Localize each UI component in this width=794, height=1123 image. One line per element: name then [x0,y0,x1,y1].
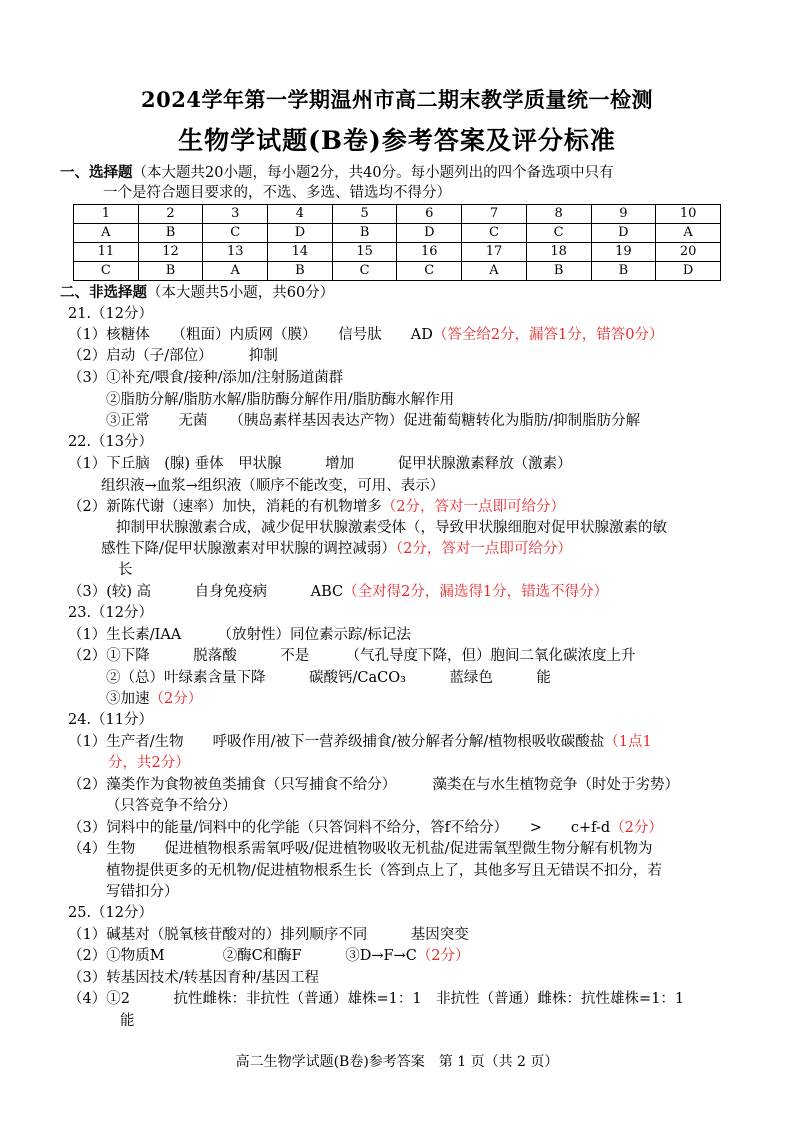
answer-table-cell: 3 [203,205,268,224]
section2-heading: 二、非选择题 [60,284,147,301]
section1-header [60,163,614,183]
q21-line-3: （3）①补充/喂食/接种/添加/注射肠道菌群 [68,370,344,386]
answer-table-cell: 12 [138,243,203,262]
q25-line-5: 能 [120,1013,135,1029]
q22-line-2: 组织液→血浆→组织液（顺序不能改变，可用、表示） [101,478,445,494]
answer-table-cell: 15 [332,243,397,262]
q21-line-5: ③正常 无菌 （胰岛素样基因表达产物）促进葡萄糖转化为脂肪/抑制脂肪分解 [106,413,641,429]
q23-line-3: ②（总）叶绿素含量下降 碳酸钙/CaCO₃ 蓝绿色 能 [106,670,551,686]
title-line-1: 2024学年第一学期温州市高二期末教学质量统一检测 [141,87,653,112]
answer-table-cell: 11 [74,243,139,262]
answer-table-cell: 13 [203,243,268,262]
q24-line-1 [68,732,652,752]
q22-line-7 [68,582,608,602]
answer-table-cell: 4 [268,205,333,224]
section2-desc: （本大题共5小题，共60分） [147,285,335,301]
q25-line-3: （3）转基因技术/转基因育种/基因工程 [68,970,319,986]
q25-answer-2: （2）①物质M ②酶C和酶F ③D→F→C [68,948,417,964]
answer-table-cell: C [397,262,462,281]
q24-line-2: 分，共2分） [108,755,190,771]
q23-line-1: （1）生长素/IAA （放射性）同位素示踪/标记法 [68,627,411,643]
section1-desc-1: （本大题共20小题，每小题2分，共40分。每小题列出的四个备选项中只有 [132,165,614,181]
q24-line-5 [68,818,663,838]
q24-line-3: （2）藻类作为食物被鱼类捕食（只写捕食不给分） 藻类在与水生植物竞争（时处于劣势） [68,777,679,793]
answer-table-row [74,243,721,262]
q24-line-8: 写错扣分） [106,884,179,900]
answer-table-cell: D [397,224,462,243]
answer-table-cell: 20 [656,243,721,262]
q23-line-4 [106,689,202,709]
q24-line-4: （只答竞争不给分） [106,798,237,814]
answer-table-cell: 18 [526,243,591,262]
q23-note-4: （2分） [149,691,203,707]
q22-note-3: （2分，答对一点即可给分） [381,499,565,515]
answer-table-cell: D [656,262,721,281]
q23-answer-4: ③加速 [106,691,150,707]
answer-table-cell: C [332,262,397,281]
answer-table-cell: B [268,262,333,281]
q25-line-4: （4）①2 抗性雌株：非抗性（普通）雄株=1：1 非抗性（普通）雌株：抗性雄株=1：1 [68,991,685,1007]
q21-line-4: ②脂肪分解/脂肪水解/脂肪酶分解作用/脂肪酶水解作用 [106,392,455,408]
q25-line-2 [68,946,470,966]
q25-note-2: （2分） [416,948,470,964]
q22-answer-3: （2）新陈代谢（速率）加快，消耗的有机物增多 [68,499,382,515]
section1-desc-2: 一个是符合题目要求的，不选、多选、错选均不得分） [103,185,451,201]
q24-answer-1: （1）生产者/生物 呼吸作用/被下一营养级捕食/被分解者分解/植物根吸收碳酸盐 [68,734,605,750]
answer-table-cell: 10 [656,205,721,224]
answer-table-cell: C [203,224,268,243]
q24-answer-5: （3）饲料中的能量/饲料中的化学能（只答饲料不给分，答f不给分） > c+f-d [68,820,611,836]
answer-table-cell: 7 [462,205,527,224]
q22-line-5 [101,539,572,559]
q22-line-4: 抑制甲状腺激素合成，减少促甲状腺激素受体（，导致甲状腺细胞对促甲状腺激素的敏 [116,520,667,536]
answer-table-cell: 9 [591,205,656,224]
q22-note-5: （2分，答对一点即可给分） [395,541,572,557]
q22-answer-5: 感性下降/促甲状腺激素对甲状腺的调控减弱） [101,541,396,557]
answer-table-cell: A [462,262,527,281]
answer-table-cell: 6 [397,205,462,224]
q25-line-1: （1）碱基对（脱氧核苷酸对的）排列顺序不同 基因突变 [68,927,469,943]
title-line-2: 生物学试题(B卷)参考答案及评分标准 [178,126,616,155]
q22-answer-7: （3）(较) 高 自身免疫病 ABC [68,584,344,600]
q21-head: 21.（12分） [68,306,154,322]
q25-head: 25.（12分） [68,905,154,921]
answer-table-cell: B [526,262,591,281]
q24-note-5: （2分） [610,820,663,836]
answer-table-cell: B [591,262,656,281]
answer-table-cell: B [332,224,397,243]
section1-heading: 一、选择题 [60,164,133,181]
q24-line-6: （4）生物 促进植物根系需氧呼吸/促进植物吸收无机盐/促进需氧型微生物分解有机物为 [68,841,653,857]
q23-line-2: （2）①下降 脱落酸 不是 （气孔导度下降，但）胞间二氧化碳浓度上升 [68,648,636,664]
q22-line-6: 长 [118,562,133,578]
answer-table-cell: 17 [462,243,527,262]
answer-table-cell: A [203,262,268,281]
answer-table-row [74,262,721,281]
q22-head: 22.（13分） [68,434,154,450]
answer-table-cell: 2 [138,205,203,224]
q24-note-1: （1点1 [604,734,652,750]
answer-table-cell: A [656,224,721,243]
answer-table-cell: D [591,224,656,243]
q21-line-1 [68,325,664,345]
q21-line-2: （2）启动（子/部位） 抑制 [68,348,278,364]
q22-note-7: （全对得2分，漏选得1分，错选不得分） [343,584,609,600]
q24-line-7: 植物提供更多的无机物/促进植物根系生长（答到点上了，其他多写且无错误不扣分，若 [106,863,662,879]
answer-table-cell: 19 [591,243,656,262]
q22-line-1: （1）下丘脑 (腺) 垂体 甲状腺 增加 促甲状腺激素释放（激素） [68,456,572,472]
answer-table-cell: 1 [74,205,139,224]
answer-table-cell: B [138,262,203,281]
answer-table-cell: 8 [526,205,591,224]
answer-table-cell: B [138,224,203,243]
q22-line-3 [68,497,565,517]
answer-table [73,204,721,281]
answer-table-cell: C [526,224,591,243]
q21-answer-1: （1）核糖体 （粗面）内质网（膜） 信号肽 AD [68,327,433,343]
answer-table-cell: 5 [332,205,397,224]
q24-head: 24.（11分） [68,712,154,728]
answer-table-row [74,205,721,224]
q21-note-1: （答全给2分，漏答1分，错答0分） [432,327,664,343]
answer-table-cell: C [462,224,527,243]
answer-table-cell: A [74,224,139,243]
page-footer: 高二生物学试题(B卷)参考答案 第 1 页（共 2 页） [235,1054,559,1070]
q23-head: 23.（12分） [68,605,154,621]
answer-table-row [74,224,721,243]
section2-header [60,283,334,303]
answer-table-cell: C [74,262,139,281]
answer-table-cell: D [268,224,333,243]
answer-table-cell: 16 [397,243,462,262]
answer-table-cell: 14 [268,243,333,262]
